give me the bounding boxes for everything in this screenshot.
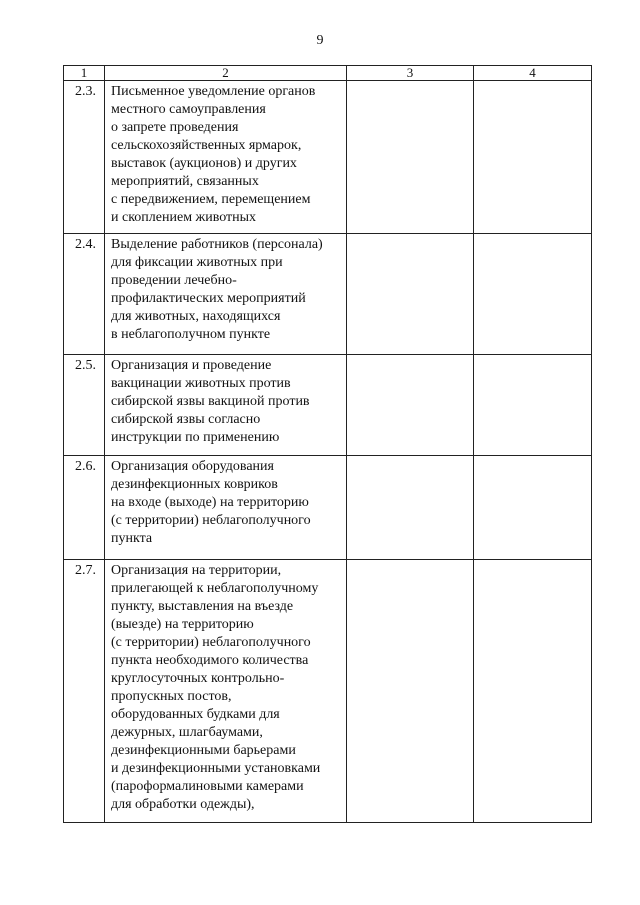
row-text: Письменное уведомление органов местного самоуправления о запрете проведения сельскохозяйственных ярмарок, выставок (аукционов) и других мероприятий, связанных с передвижением, перемещением и скоплением животных — [105, 81, 347, 234]
row-number: 2.6. — [64, 456, 105, 560]
table-row — [64, 560, 592, 823]
row-col4 — [474, 81, 592, 234]
header-col-4: 4 — [474, 66, 592, 81]
row-col4 — [474, 234, 592, 355]
row-text: Выделение работников (персонала) для фиксации животных при проведении лечебно- профилактических мероприятий для животных, находящихся в неблагополучном пункте — [105, 234, 347, 355]
row-col3 — [347, 560, 474, 823]
table-row — [64, 234, 592, 355]
header-col-1: 1 — [64, 66, 105, 81]
row-number: 2.5. — [64, 355, 105, 456]
row-number: 2.4. — [64, 234, 105, 355]
row-number: 2.7. — [64, 560, 105, 823]
row-number: 2.3. — [64, 81, 105, 234]
row-col3 — [347, 355, 474, 456]
header-col-2: 2 — [105, 66, 347, 81]
row-text: Организация оборудования дезинфекционных ковриков на входе (выходе) на территорию (с территории) неблагополучного пункта — [105, 456, 347, 560]
row-col3 — [347, 456, 474, 560]
header-col-3: 3 — [347, 66, 474, 81]
page-number: 9 — [316, 33, 324, 48]
table-row — [64, 81, 592, 234]
table-row — [64, 456, 592, 560]
row-col3 — [347, 81, 474, 234]
row-col4 — [474, 560, 592, 823]
header-row — [64, 66, 592, 81]
measures-table — [63, 65, 592, 823]
row-text: Организация и проведение вакцинации животных против сибирской язвы вакциной против сибирской язвы согласно инструкции по применению — [105, 355, 347, 456]
row-col4 — [474, 355, 592, 456]
table-row — [64, 355, 592, 456]
row-text: Организация на территории, прилегающей к неблагополучному пункту, выставления на въезде (выезде) на территорию (с территории) неблагополучного пункта необходимого количества круглосуточных контрольно- пропускных постов, оборудованных будками для дежурных, шлагбаумами, дезинфекционными барьерами и дезинфекционными установками (пароформалиновыми камерами для обработки одежды), — [105, 560, 347, 823]
row-col3 — [347, 234, 474, 355]
row-col4 — [474, 456, 592, 560]
